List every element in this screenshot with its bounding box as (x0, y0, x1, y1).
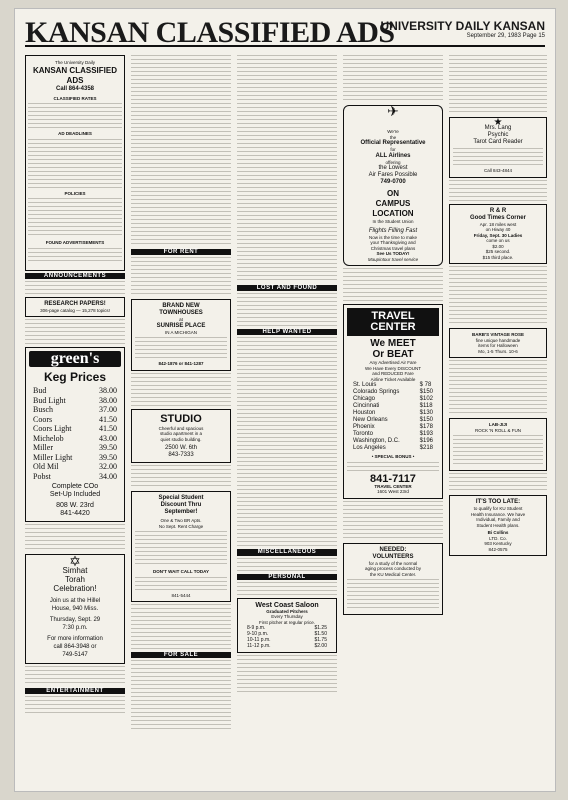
saloon-price: $1.75 (314, 637, 327, 644)
rock-line3: Apr. 18 miles west (479, 221, 517, 227)
barbs-line1: BARB'S VINTAGE ROSE (472, 332, 524, 338)
insurance-line1: IT'S TOO LATE: (475, 499, 521, 506)
for-rent-text-3 (131, 465, 231, 489)
deadlines-title: AD DEADLINES (58, 131, 92, 136)
travel-line1: We MEET (370, 338, 416, 349)
airline-line2: the (389, 134, 397, 140)
volunteers-title: NEEDED: (379, 546, 407, 553)
volunteers-line3: aging process conducted by (364, 566, 422, 571)
destination-fare: $102 (419, 396, 433, 402)
destination-city: St. Louis (353, 382, 377, 388)
saloon-price: $1.50 (314, 631, 327, 638)
townhouses-line1: BRAND NEW (162, 303, 200, 310)
destination-city: New Orleans (353, 417, 388, 423)
greens-footer1: Complete COo (51, 483, 99, 491)
destination-city: Phoenix (353, 424, 375, 430)
simhat-line9: call 864-3948 or (53, 643, 97, 650)
announcements-text-3 (25, 524, 125, 552)
greens-footer2: Set-Up Included (49, 491, 101, 499)
rockshop-body (453, 435, 543, 465)
insurance-phone: 842-0575 (488, 546, 508, 552)
travel-bonus-text (347, 462, 439, 472)
airline-line11: LOCATION (372, 209, 414, 218)
destination-city: Los Angeles (353, 445, 386, 451)
saloon-name: West Coast Saloon (255, 601, 319, 609)
keg-price-list (29, 384, 121, 483)
personal-text-2 (237, 655, 337, 695)
airline-line7: the Lowest (378, 165, 408, 171)
studio-phone: 843-7333 (168, 452, 194, 459)
research-sub: 306-page catalog — 15,278 topics! (40, 307, 110, 313)
insurance-line8: 903 Kentucky (484, 541, 512, 547)
saloon-time: 9-10 p.m. (247, 631, 269, 638)
section-help-wanted: HELP WANTED (237, 329, 337, 335)
destination-fare: $178 (419, 424, 433, 430)
travel-line5: and REDUCED Fare (372, 371, 414, 376)
column-1 (25, 53, 125, 787)
rates-line1: The University Daily (54, 60, 95, 65)
insurance-line6: Bi Collins (487, 530, 509, 536)
insurance-line3: Health Insurance. We have (470, 511, 526, 517)
keg-price: 37.00 (99, 405, 117, 415)
keg-name: Bud (33, 386, 47, 396)
discount-body (135, 531, 227, 567)
keg-name: Coors (33, 414, 53, 424)
greens-ad (25, 347, 125, 522)
insurance-line2: to qualify for KU Student (473, 506, 523, 512)
found-title: FOUND ADVERTISEMENTS (45, 240, 105, 245)
airline-line4: for (390, 147, 396, 152)
travel-footer-name: TRAVEL CENTER (374, 483, 412, 489)
studio-title: STUDIO (160, 412, 202, 425)
townhouses-line2: TOWNHOUSES (159, 310, 203, 317)
townhouses-body (135, 337, 227, 359)
keg-name: Busch (33, 405, 53, 415)
destination-city: Houston (353, 410, 376, 416)
keg-price: 32.00 (99, 462, 117, 472)
discount-line3: September! (164, 509, 198, 516)
simhat-line3: Celebration! (53, 583, 97, 593)
keg-price: 38.00 (99, 386, 117, 396)
announcements-text-4 (25, 666, 125, 686)
brand-name: UNIVERSITY DAILY KANSAN (380, 19, 545, 33)
for-rent-text (131, 257, 231, 297)
simhat-line5: House, 940 Miss. (51, 605, 99, 612)
destination-city: Cincinnati (353, 403, 380, 409)
rates-continued-text (131, 55, 231, 247)
section-for-rent: FOR RENT (131, 249, 231, 255)
simhat-ad (25, 554, 125, 663)
travel-center-logo (347, 308, 439, 336)
deadlines-text (28, 139, 122, 189)
airline-line18: Maupintour travel service (367, 256, 419, 262)
destination-fare: $150 (419, 389, 433, 395)
section-personal: PERSONAL (237, 574, 337, 580)
greens-heading: Keg Prices (43, 370, 107, 385)
rates-line2: KANSAN CLASSIFIED ADS (32, 65, 117, 85)
entertainment-text (25, 696, 125, 716)
barbs-line3: items for Halloween (478, 343, 518, 349)
column-4 (343, 53, 443, 787)
insurance-line4: Individual, Family and (476, 517, 520, 523)
rock-line7: $2.00 (492, 243, 504, 249)
section-for-sale: FOR SALE (131, 652, 231, 658)
airline-line5: ALL Airlines (375, 152, 411, 159)
studio-address: 2500 W. 6th (164, 445, 198, 452)
keg-name: Miller Light (33, 452, 73, 462)
saloon-times (241, 625, 333, 649)
lost-found-text (237, 293, 337, 327)
airline-line14: Now is the time to make (368, 234, 418, 240)
col5-text (449, 55, 547, 115)
destination-city: Colorado Springs (353, 389, 400, 395)
volunteers-body (347, 579, 439, 609)
rockshop-ad (449, 418, 547, 471)
airline-line9: ON (387, 189, 399, 198)
discount-footer: DON'T WAIT CALL TODAY (153, 569, 209, 575)
simhat-line8: For more information (47, 635, 103, 642)
col5-text-5 (449, 473, 547, 493)
simhat-line2: Torah (64, 574, 85, 584)
tarot-body (453, 148, 543, 166)
rockshop-line2: ROCK 'N ROLL & FUN (475, 427, 521, 433)
discount-line1: Special Student (158, 495, 204, 502)
townhouses-line3: at (179, 317, 183, 323)
column-5 (449, 53, 547, 787)
keg-name: Bud Light (33, 395, 66, 405)
tarot-line1: Mrs. Lang (484, 125, 512, 132)
townhouses-ad (131, 299, 231, 371)
col5-text-3 (449, 266, 547, 326)
volunteers-line4: the KU Medical Center. (369, 571, 417, 577)
saloon-price: $1.25 (314, 625, 327, 632)
destination-fare: $193 (419, 431, 433, 437)
airline-line16: Christmas travel plans (370, 245, 416, 251)
destination-fare: $150 (419, 417, 433, 423)
tarot-ad (449, 117, 547, 178)
saloon-price: $2.00 (314, 643, 327, 650)
simhat-line1: Simhat (62, 565, 88, 575)
keg-name: Coors Light (33, 424, 72, 434)
saloon-ad (237, 598, 337, 654)
saloon-line2: Every Thursday (271, 614, 303, 620)
rock-line1: R & R (489, 207, 507, 214)
airline-line3: Official Representative (360, 140, 426, 146)
destination-city: Washington, D.C. (353, 438, 400, 444)
greens-logo: green's (29, 351, 121, 367)
col5-text-2 (449, 180, 547, 202)
airline-ad (343, 105, 443, 266)
simhat-line6: Thursday, Sept. 29 (49, 616, 101, 623)
column-2 (131, 53, 231, 787)
research-title: RESEARCH PAPERS! (44, 300, 106, 307)
rates-box (25, 55, 125, 271)
saloon-time: 11-12 p.m. (247, 643, 271, 650)
star-icon: ★ (493, 117, 503, 128)
misc-text (237, 558, 337, 572)
insurance-ad (449, 495, 547, 556)
travel-line2: Or BEAT (372, 349, 414, 360)
rock-line8: $25 second. (485, 249, 511, 255)
rock-line6: come on us (486, 238, 510, 244)
travel-head2: CENTER (370, 321, 416, 333)
col5-text-4 (449, 360, 547, 416)
saloon-time: 8-9 p.m. (247, 625, 266, 632)
studio-ad (131, 409, 231, 464)
col4-text (343, 55, 443, 103)
destination-fare: $118 (419, 403, 433, 409)
studio-line3: quiet studio building. (160, 436, 202, 442)
column-3 (237, 53, 337, 787)
destination-list (347, 382, 439, 452)
destination-city: Chicago (353, 396, 376, 402)
airline-phone: 749-0700 (380, 179, 406, 185)
rock-line5: Friday, Sept. 30 Ladies (473, 232, 523, 238)
volunteers-ad (343, 543, 443, 616)
travel-line6: Airline Ticket Available (370, 376, 416, 382)
section-announcements: ANNOUNCEMENTS (25, 273, 125, 279)
keg-name: Pobst (33, 471, 51, 481)
keg-price: 39.50 (99, 443, 117, 453)
travel-center-ad (343, 304, 443, 499)
volunteers-line1: VOLUNTEERS (372, 553, 414, 560)
travel-head1: TRAVEL (371, 310, 415, 322)
travel-line4: We Have Every DISCOUNT (365, 365, 421, 371)
destination-fare: $130 (419, 410, 433, 416)
discount-ad (131, 491, 231, 602)
studio-line2: studio apartment in a (159, 431, 203, 437)
rock-line9: $15 third place. (482, 254, 514, 260)
destination-fare: $ 78 (419, 382, 432, 388)
rates-title: CLASSIFIED RATES (53, 95, 97, 101)
rock-line4: on Hiway 40 (485, 227, 511, 233)
insurance-line7: LTD. Co. (489, 535, 507, 541)
discount-logo (135, 577, 227, 591)
simhat-line7: 7:30 p.m. (62, 624, 88, 631)
research-ad (25, 297, 125, 318)
keg-name: Miller (33, 443, 53, 453)
tarot-phone: Call 843-4844 (483, 168, 513, 174)
section-lost-found: LOST AND FOUND (237, 285, 337, 291)
airplane-icon: ✈ (387, 103, 399, 119)
tarot-line3: Tarot Card Reader (473, 139, 523, 146)
destination-fare: $196 (419, 438, 433, 444)
rates-table (28, 103, 122, 129)
simhat-line4: Join us at the Hillel (49, 597, 101, 604)
for-sale-text (131, 660, 231, 730)
keg-price: 39.50 (99, 452, 117, 462)
airline-line17: See Us TODAY! (376, 251, 410, 256)
discount-line4: One & Two BR Apts. (160, 518, 202, 524)
help-wanted-text (237, 337, 337, 547)
for-rent-text-2 (131, 373, 231, 407)
saloon-line3: First pitcher at regular price. (258, 619, 316, 625)
travel-bonus: • SPECIAL BONUS • (371, 454, 415, 459)
masthead (25, 16, 545, 49)
newspaper-page (14, 8, 556, 792)
keg-name: Old Mil (33, 462, 59, 472)
travel-phone: 841-7117 (370, 472, 416, 485)
keg-price: 38.00 (99, 395, 117, 405)
rock-ad (449, 204, 547, 265)
airline-line8: Air Fares Possible (368, 172, 418, 178)
announcements-text-2 (25, 319, 125, 345)
townhouses-line4: SUNRISE PLACE (156, 322, 206, 329)
saloon-line1: Graduated Pitchers (266, 608, 308, 614)
date-page: September 29, 1983 Page 15 (466, 33, 545, 39)
announcements-text (25, 281, 125, 295)
destination-city: Toronto (353, 431, 374, 437)
rockshop-line1: LAB-JIJI (488, 422, 508, 428)
policies-title: POLICIES (64, 190, 86, 196)
travel-footer-address: 1601 West 23rd (377, 489, 409, 494)
barbs-ad (449, 328, 547, 358)
col3-text (237, 55, 337, 283)
volunteers-line2: for a study of the normal (368, 560, 418, 566)
airline-line1: We're (387, 129, 399, 134)
menorah-icon: ✡ (69, 553, 81, 570)
insurance-line5: Student Health plans. (476, 522, 520, 528)
townhouses-phone: 842-1876 or 841-1287 (158, 361, 204, 367)
tarot-line2: Psychic (487, 132, 509, 139)
saloon-time: 10-11 p.m. (247, 637, 271, 644)
discount-line2: Discount Thru (160, 502, 202, 509)
discount-line5: No Sept. Rent Charge (158, 523, 204, 529)
for-rent-text-4 (131, 604, 231, 650)
greens-address: 808 W. 23rd (56, 502, 94, 510)
studio-line1: Cheerful and spacious (158, 425, 204, 431)
townhouses-line5: IN A MICHIGAN (164, 329, 197, 335)
keg-price: 41.50 (99, 424, 117, 434)
col4-text-2 (343, 268, 443, 302)
keg-name: Michelob (33, 433, 64, 443)
policies-text (28, 198, 122, 238)
simhat-line10: 749-5147 (62, 651, 88, 658)
personal-text (237, 582, 337, 596)
barbs-line4: Mo, 1-5 Thurs. 10-6 (478, 348, 518, 354)
page-title: KANSAN CLASSIFIED ADS (25, 16, 395, 49)
keg-price: 43.00 (99, 433, 117, 443)
greens-phone: 841-4420 (60, 510, 90, 518)
airline-line12: In the Student Union (372, 219, 414, 224)
rates-phone: Call 864-4358 (55, 85, 95, 92)
barbs-line2: fine unique handmade (475, 337, 521, 343)
airline-line10: CAMPUS (375, 199, 411, 208)
discount-phone: 841-5444 (171, 592, 191, 598)
rock-line2: Good Times Corner (470, 214, 526, 221)
section-miscellaneous: MISCELLANEOUS (237, 549, 337, 555)
section-entertainment: ENTERTAINMENT (25, 688, 125, 694)
airline-line13: Flights Filling Fast (368, 227, 418, 234)
airline-line6: offering (385, 159, 401, 165)
keg-price: 41.50 (99, 414, 117, 424)
col4-text-3 (343, 501, 443, 541)
airline-line15: your Thanksgiving and (370, 240, 416, 245)
keg-price: 34.00 (99, 471, 117, 481)
found-text (28, 248, 122, 264)
travel-line3: Any Advertised Air Fare (369, 360, 417, 365)
destination-fare: $218 (419, 445, 433, 451)
